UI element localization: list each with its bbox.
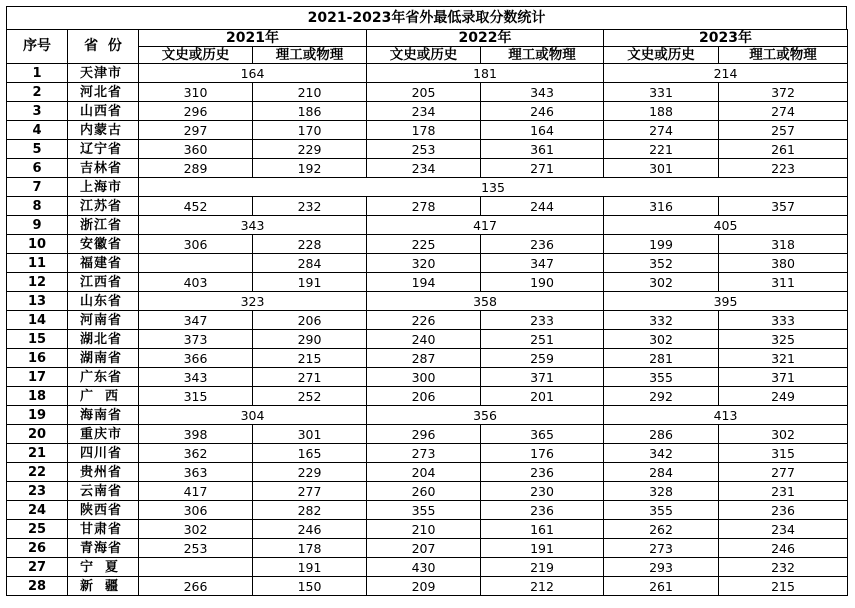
row-seq: 3 xyxy=(7,102,68,121)
score-cell: 347 xyxy=(481,254,604,273)
score-cell: 362 xyxy=(139,444,253,463)
score-cell: 232 xyxy=(719,558,848,577)
merged-score-cell: 417 xyxy=(367,216,604,235)
row-seq: 4 xyxy=(7,121,68,140)
table-row xyxy=(7,64,848,83)
header-li-2021: 理工或物理 xyxy=(253,47,367,64)
table-row xyxy=(7,330,848,349)
score-cell: 251 xyxy=(481,330,604,349)
score-cell: 261 xyxy=(719,140,848,159)
header-year-2022: 2022年 xyxy=(367,30,604,47)
score-cell: 371 xyxy=(719,368,848,387)
score-cell: 262 xyxy=(604,520,719,539)
row-province: 辽宁省 xyxy=(68,140,139,159)
table-row xyxy=(7,292,848,311)
score-cell: 347 xyxy=(139,311,253,330)
score-cell: 165 xyxy=(253,444,367,463)
score-cell: 246 xyxy=(253,520,367,539)
score-cell: 302 xyxy=(604,273,719,292)
score-cell: 343 xyxy=(139,368,253,387)
score-cell: 259 xyxy=(481,349,604,368)
score-cell: 352 xyxy=(604,254,719,273)
score-cell: 292 xyxy=(604,387,719,406)
score-cell: 274 xyxy=(604,121,719,140)
row-province: 江西省 xyxy=(68,273,139,292)
score-cell: 261 xyxy=(604,577,719,596)
header-wen-2022: 文史或历史 xyxy=(367,47,481,64)
score-cell: 236 xyxy=(719,501,848,520)
row-seq: 1 xyxy=(7,64,68,83)
row-province: 湖南省 xyxy=(68,349,139,368)
score-cell: 300 xyxy=(367,368,481,387)
score-cell: 311 xyxy=(719,273,848,292)
table-body xyxy=(7,64,848,596)
score-cell: 223 xyxy=(719,159,848,178)
score-cell: 236 xyxy=(481,463,604,482)
score-cell: 278 xyxy=(367,197,481,216)
row-seq: 8 xyxy=(7,197,68,216)
header-year-2021: 2021年 xyxy=(139,30,367,47)
table-row xyxy=(7,539,848,558)
merged-score-cell: 395 xyxy=(604,292,848,311)
score-cell: 232 xyxy=(253,197,367,216)
score-cell: 380 xyxy=(719,254,848,273)
header-wen-2021: 文史或历史 xyxy=(139,47,253,64)
row-province: 云南省 xyxy=(68,482,139,501)
score-cell: 310 xyxy=(139,83,253,102)
score-cell: 273 xyxy=(367,444,481,463)
score-cell: 332 xyxy=(604,311,719,330)
score-cell: 266 xyxy=(139,577,253,596)
row-province: 贵州省 xyxy=(68,463,139,482)
row-province: 四川省 xyxy=(68,444,139,463)
score-cell: 190 xyxy=(481,273,604,292)
merged-score-cell: 304 xyxy=(139,406,367,425)
table-row xyxy=(7,349,848,368)
table-row xyxy=(7,406,848,425)
row-seq: 7 xyxy=(7,178,68,197)
header-li-2022: 理工或物理 xyxy=(481,47,604,64)
score-cell: 355 xyxy=(367,501,481,520)
score-cell: 236 xyxy=(481,501,604,520)
row-seq: 24 xyxy=(7,501,68,520)
score-cell: 328 xyxy=(604,482,719,501)
score-table xyxy=(6,29,848,596)
score-cell: 296 xyxy=(367,425,481,444)
score-cell: 230 xyxy=(481,482,604,501)
score-cell: 228 xyxy=(253,235,367,254)
table-row xyxy=(7,577,848,596)
row-seq: 16 xyxy=(7,349,68,368)
row-province: 湖北省 xyxy=(68,330,139,349)
row-province: 福建省 xyxy=(68,254,139,273)
score-cell: 210 xyxy=(367,520,481,539)
score-cell: 284 xyxy=(253,254,367,273)
merged-score-cell: 405 xyxy=(604,216,848,235)
score-cell: 234 xyxy=(367,102,481,121)
score-cell: 219 xyxy=(481,558,604,577)
score-cell: 199 xyxy=(604,235,719,254)
score-cell: 301 xyxy=(253,425,367,444)
row-province: 天津市 xyxy=(68,64,139,83)
row-seq: 5 xyxy=(7,140,68,159)
score-cell: 430 xyxy=(367,558,481,577)
score-cell: 355 xyxy=(604,368,719,387)
merged-score-cell: 358 xyxy=(367,292,604,311)
score-cell: 366 xyxy=(139,349,253,368)
score-cell: 260 xyxy=(367,482,481,501)
row-seq: 17 xyxy=(7,368,68,387)
row-province: 浙江省 xyxy=(68,216,139,235)
score-sheet xyxy=(6,6,847,596)
score-cell: 371 xyxy=(481,368,604,387)
row-province: 宁 夏 xyxy=(68,558,139,577)
row-province: 安徽省 xyxy=(68,235,139,254)
sheet-title: 2021-2023年省外最低录取分数统计 xyxy=(6,6,847,29)
score-cell: 417 xyxy=(139,482,253,501)
score-cell: 360 xyxy=(139,140,253,159)
score-cell: 206 xyxy=(253,311,367,330)
table-row xyxy=(7,425,848,444)
score-cell: 252 xyxy=(253,387,367,406)
score-cell: 373 xyxy=(139,330,253,349)
row-seq: 12 xyxy=(7,273,68,292)
score-cell: 215 xyxy=(719,577,848,596)
score-cell: 355 xyxy=(604,501,719,520)
row-province: 山西省 xyxy=(68,102,139,121)
row-province: 内蒙古 xyxy=(68,121,139,140)
score-cell: 188 xyxy=(604,102,719,121)
score-cell: 150 xyxy=(253,577,367,596)
score-cell: 290 xyxy=(253,330,367,349)
score-cell: 306 xyxy=(139,501,253,520)
row-seq: 20 xyxy=(7,425,68,444)
score-cell: 318 xyxy=(719,235,848,254)
table-row xyxy=(7,216,848,235)
score-cell: 231 xyxy=(719,482,848,501)
score-cell: 302 xyxy=(604,330,719,349)
table-row xyxy=(7,273,848,292)
merged-score-cell: 214 xyxy=(604,64,848,83)
header-seq: 序号 xyxy=(7,30,68,64)
row-seq: 15 xyxy=(7,330,68,349)
score-cell: 191 xyxy=(253,558,367,577)
score-cell: 170 xyxy=(253,121,367,140)
merged-score-cell: 343 xyxy=(139,216,367,235)
row-province: 山东省 xyxy=(68,292,139,311)
score-cell xyxy=(139,254,253,273)
score-cell: 321 xyxy=(719,349,848,368)
table-row xyxy=(7,102,848,121)
score-cell: 205 xyxy=(367,83,481,102)
header-row-years xyxy=(7,30,848,47)
table-row xyxy=(7,197,848,216)
score-cell: 229 xyxy=(253,140,367,159)
row-seq: 25 xyxy=(7,520,68,539)
header-wen-2023: 文史或历史 xyxy=(604,47,719,64)
score-cell: 361 xyxy=(481,140,604,159)
row-province: 上海市 xyxy=(68,178,139,197)
table-row xyxy=(7,254,848,273)
score-cell: 296 xyxy=(139,102,253,121)
score-cell: 286 xyxy=(604,425,719,444)
row-province: 江苏省 xyxy=(68,197,139,216)
score-cell: 240 xyxy=(367,330,481,349)
score-cell: 249 xyxy=(719,387,848,406)
score-cell: 225 xyxy=(367,235,481,254)
row-seq: 14 xyxy=(7,311,68,330)
header-year-2023: 2023年 xyxy=(604,30,848,47)
score-cell: 452 xyxy=(139,197,253,216)
score-cell: 398 xyxy=(139,425,253,444)
score-cell: 253 xyxy=(139,539,253,558)
table-row xyxy=(7,178,848,197)
score-cell: 293 xyxy=(604,558,719,577)
score-cell: 210 xyxy=(253,83,367,102)
score-cell: 164 xyxy=(481,121,604,140)
score-cell: 229 xyxy=(253,463,367,482)
score-cell: 320 xyxy=(367,254,481,273)
score-cell: 204 xyxy=(367,463,481,482)
row-seq: 27 xyxy=(7,558,68,577)
score-cell: 315 xyxy=(719,444,848,463)
row-seq: 28 xyxy=(7,577,68,596)
score-cell: 315 xyxy=(139,387,253,406)
header-li-2023: 理工或物理 xyxy=(719,47,848,64)
score-cell: 178 xyxy=(253,539,367,558)
score-cell: 246 xyxy=(481,102,604,121)
row-seq: 18 xyxy=(7,387,68,406)
score-cell: 325 xyxy=(719,330,848,349)
table-row xyxy=(7,501,848,520)
score-cell: 342 xyxy=(604,444,719,463)
table-row xyxy=(7,159,848,178)
score-cell: 277 xyxy=(719,463,848,482)
score-cell: 281 xyxy=(604,349,719,368)
row-seq: 19 xyxy=(7,406,68,425)
score-cell: 284 xyxy=(604,463,719,482)
score-cell: 186 xyxy=(253,102,367,121)
score-cell: 194 xyxy=(367,273,481,292)
table-row xyxy=(7,558,848,577)
score-cell: 282 xyxy=(253,501,367,520)
score-cell: 273 xyxy=(604,539,719,558)
row-province: 广东省 xyxy=(68,368,139,387)
table-row xyxy=(7,368,848,387)
score-cell: 226 xyxy=(367,311,481,330)
row-seq: 11 xyxy=(7,254,68,273)
score-cell: 161 xyxy=(481,520,604,539)
score-cell: 331 xyxy=(604,83,719,102)
table-row xyxy=(7,311,848,330)
score-cell: 191 xyxy=(253,273,367,292)
score-cell: 257 xyxy=(719,121,848,140)
score-cell: 277 xyxy=(253,482,367,501)
row-province: 河南省 xyxy=(68,311,139,330)
score-cell: 287 xyxy=(367,349,481,368)
table-row xyxy=(7,83,848,102)
table-row xyxy=(7,444,848,463)
row-seq: 2 xyxy=(7,83,68,102)
score-cell: 403 xyxy=(139,273,253,292)
score-cell: 306 xyxy=(139,235,253,254)
merged-score-cell: 413 xyxy=(604,406,848,425)
score-cell: 274 xyxy=(719,102,848,121)
score-cell: 236 xyxy=(481,235,604,254)
score-cell: 191 xyxy=(481,539,604,558)
score-cell: 302 xyxy=(139,520,253,539)
score-cell: 363 xyxy=(139,463,253,482)
table-row xyxy=(7,463,848,482)
row-seq: 13 xyxy=(7,292,68,311)
score-cell: 215 xyxy=(253,349,367,368)
row-seq: 10 xyxy=(7,235,68,254)
score-cell: 333 xyxy=(719,311,848,330)
score-cell: 244 xyxy=(481,197,604,216)
row-province: 甘肃省 xyxy=(68,520,139,539)
score-cell: 206 xyxy=(367,387,481,406)
score-cell xyxy=(139,558,253,577)
row-province: 广 西 xyxy=(68,387,139,406)
merged-score-cell: 356 xyxy=(367,406,604,425)
score-cell: 246 xyxy=(719,539,848,558)
score-cell: 271 xyxy=(253,368,367,387)
score-cell: 234 xyxy=(719,520,848,539)
row-seq: 23 xyxy=(7,482,68,501)
merged-score-cell: 181 xyxy=(367,64,604,83)
row-province: 陕西省 xyxy=(68,501,139,520)
merged-score-cell: 323 xyxy=(139,292,367,311)
row-province: 海南省 xyxy=(68,406,139,425)
row-seq: 6 xyxy=(7,159,68,178)
score-cell: 212 xyxy=(481,577,604,596)
score-cell: 372 xyxy=(719,83,848,102)
score-cell: 201 xyxy=(481,387,604,406)
score-cell: 178 xyxy=(367,121,481,140)
score-cell: 302 xyxy=(719,425,848,444)
table-row xyxy=(7,140,848,159)
score-cell: 271 xyxy=(481,159,604,178)
score-cell: 234 xyxy=(367,159,481,178)
row-seq: 22 xyxy=(7,463,68,482)
merged-score-cell: 164 xyxy=(139,64,367,83)
score-cell: 209 xyxy=(367,577,481,596)
row-province: 重庆市 xyxy=(68,425,139,444)
score-cell: 357 xyxy=(719,197,848,216)
row-seq: 9 xyxy=(7,216,68,235)
table-row xyxy=(7,520,848,539)
score-cell: 221 xyxy=(604,140,719,159)
row-province: 新 疆 xyxy=(68,577,139,596)
header-province: 省 份 xyxy=(68,30,139,64)
merged-score-cell-all: 135 xyxy=(139,178,848,197)
score-cell: 316 xyxy=(604,197,719,216)
table-row xyxy=(7,121,848,140)
score-cell: 365 xyxy=(481,425,604,444)
score-cell: 297 xyxy=(139,121,253,140)
score-cell: 253 xyxy=(367,140,481,159)
score-cell: 289 xyxy=(139,159,253,178)
table-row xyxy=(7,482,848,501)
score-cell: 176 xyxy=(481,444,604,463)
row-seq: 26 xyxy=(7,539,68,558)
score-cell: 192 xyxy=(253,159,367,178)
score-cell: 343 xyxy=(481,83,604,102)
score-cell: 233 xyxy=(481,311,604,330)
row-province: 河北省 xyxy=(68,83,139,102)
score-cell: 301 xyxy=(604,159,719,178)
row-province: 青海省 xyxy=(68,539,139,558)
score-cell: 207 xyxy=(367,539,481,558)
table-row xyxy=(7,235,848,254)
table-row xyxy=(7,387,848,406)
row-province: 吉林省 xyxy=(68,159,139,178)
row-seq: 21 xyxy=(7,444,68,463)
